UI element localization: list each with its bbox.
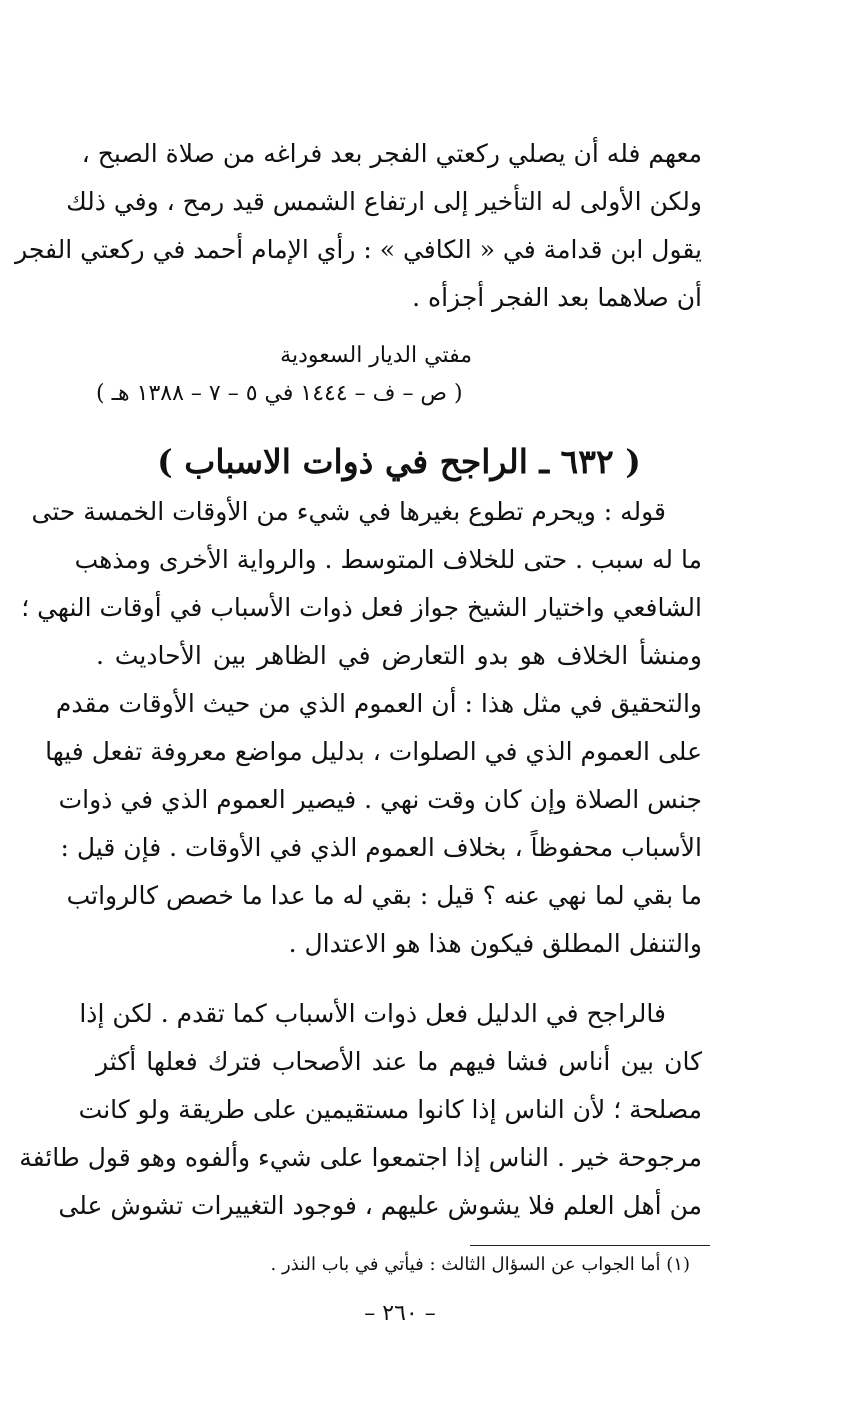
- text-line: على العموم الذي في الصلوات ، بدليل مواضع معروفة تفعل فيها: [45, 737, 702, 766]
- text-line: ما له سبب . حتى للخلاف المتوسط . والرواية الأخرى ومذهب: [74, 545, 702, 574]
- section-heading: ( ٦٣٢ ـ الراجح في ذوات الاسباب ): [157, 442, 641, 481]
- page-number: – ٢٦٠ –: [364, 1301, 436, 1326]
- text-line: ولكن الأولى له التأخير إلى ارتفاع الشمس قيد رمح ، وفي ذلك: [66, 187, 702, 216]
- footnote-divider: [470, 1245, 710, 1246]
- signature-block: [96, 338, 702, 414]
- second-paragraph: [19, 990, 702, 1230]
- footnote: (١) أما الجواب عن السؤال الثالث : فيأتي في باب النذر .: [270, 1254, 690, 1275]
- text-line: جنس الصلاة وإن كان وقت نهي . فيصير العموم الذي في ذوات: [58, 785, 702, 814]
- text-line: يقول ابن قدامة في « الكافي » : رأي الإمام أحمد في ركعتي الفجر: [15, 235, 702, 264]
- main-paragraph: [21, 488, 702, 968]
- signature-name: مفتي الديار السعودية: [280, 343, 472, 368]
- text-line: والتحقيق في مثل هذا : أن العموم الذي من حيث الأوقات مقدم: [55, 689, 702, 718]
- text-line: قوله : ويحرم تطوع بغيرها في شيء من الأوقات الخمسة حتى: [31, 497, 666, 526]
- text-line: من أهل العلم فلا يشوش عليهم ، فوجود التغييرات تشوش على: [58, 1191, 702, 1220]
- signature-reference: ( ص – ف – ١٤٤٤ في ٥ – ٧ – ١٣٨٨ هـ ): [96, 381, 463, 406]
- intro-paragraph: [15, 130, 702, 322]
- text-line: معهم فله أن يصلي ركعتي الفجر بعد فراغه من صلاة الصبح ،: [81, 139, 702, 168]
- text-line: الأسباب محفوظاً ، بخلاف العموم الذي في الأوقات . فإن قيل :: [60, 833, 702, 862]
- text-line: كان بين أناس فشا فيهم ما عند الأصحاب فترك فعلها أكثر: [96, 1047, 702, 1076]
- text-line: ومنشأ الخلاف هو بدو التعارض في الظاهر بين الأحاديث .: [96, 641, 702, 670]
- text-line: أن صلاهما بعد الفجر أجزأه .: [412, 283, 702, 312]
- text-line: الشافعي واختيار الشيخ جواز فعل ذوات الأسباب في أوقات النهي ؛: [21, 593, 702, 622]
- text-line: ما بقي لما نهي عنه ؟ قيل : بقي له ما عدا ما خصص كالرواتب: [66, 881, 702, 910]
- text-line: فالراجح في الدليل فعل ذوات الأسباب كما تقدم . لكن إذا: [79, 999, 666, 1028]
- text-line: مرجوحة خير . الناس إذا اجتمعوا على شيء وألفوه وهو قول طائفة: [19, 1143, 702, 1172]
- text-line: مصلحة ؛ لأن الناس إذا كانوا مستقيمين على طريقة ولو كانت: [78, 1095, 702, 1124]
- text-line: والتنفل المطلق فيكون هذا هو الاعتدال .: [288, 929, 702, 958]
